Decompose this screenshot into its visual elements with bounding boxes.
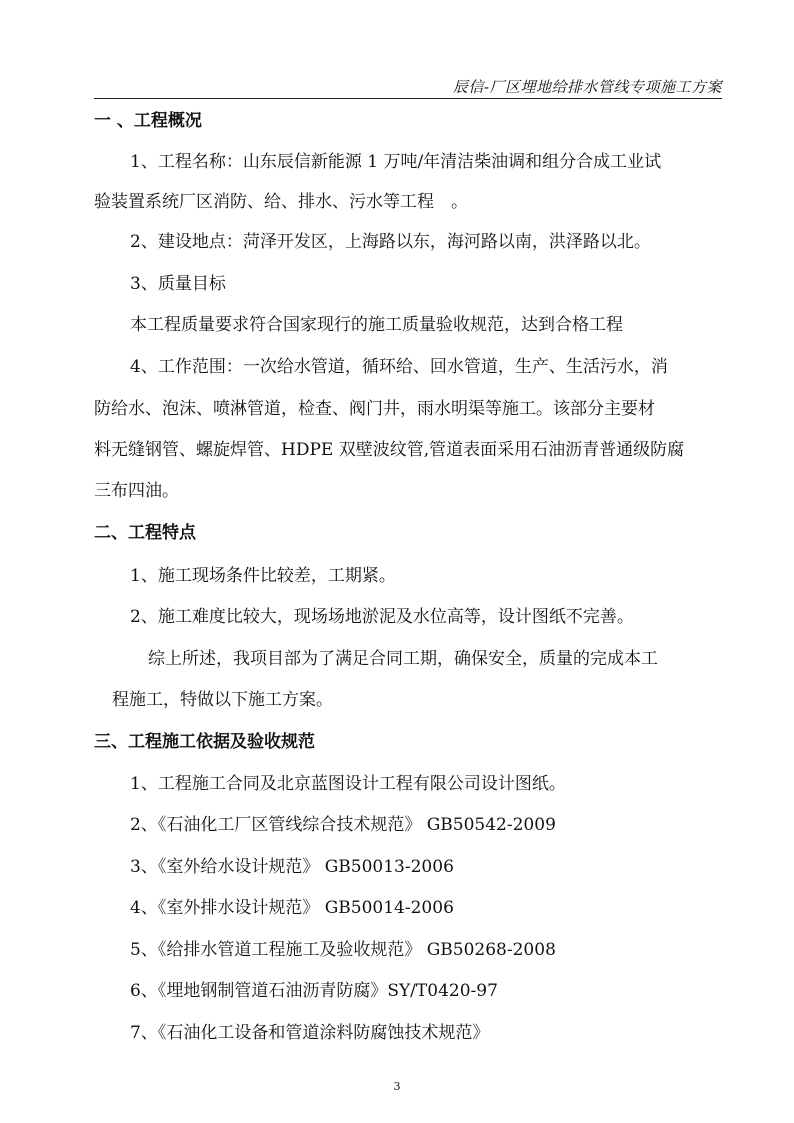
- header-rule: [94, 98, 722, 99]
- paragraph-line: 1、施工现场条件比较差，工期紧。: [130, 566, 396, 586]
- paragraph-line: 料无缝钢管、螺旋焊管、HDPE 双壁波纹管,管道表面采用石油沥青普通级防腐: [94, 440, 685, 460]
- running-header: 辰信-厂区埋地给排水管线专项施工方案: [452, 78, 722, 96]
- paragraph-line: 综上所述，我项目部为了满足合同工期，确保安全，质量的完成本工: [148, 649, 658, 669]
- paragraph-line: 3、《室外给水设计规范》 GB50013-2006: [130, 857, 454, 877]
- paragraph-line: 本工程质量要求符合国家现行的施工质量验收规范，达到合格工程: [130, 315, 623, 335]
- paragraph-line: 3、质量目标: [130, 274, 226, 294]
- paragraph-line: 三布四油。: [94, 481, 179, 501]
- section-heading: 一 、工程概况: [94, 111, 202, 131]
- paragraph-line: 1、工程名称：山东辰信新能源 1 万吨/年清洁柴油调和组分合成工业试: [130, 152, 662, 172]
- section-heading: 三、工程施工依据及验收规范: [94, 732, 315, 752]
- paragraph-line: 7、《石油化工设备和管道涂料防腐蚀技术规范》: [130, 1023, 490, 1043]
- paragraph-line: 4、《室外排水设计规范》 GB50014-2006: [130, 898, 454, 918]
- paragraph-line: 验装置系统厂区消防、给、排水、污水等工程 。: [94, 192, 468, 212]
- paragraph-line: 程施工，特做以下施工方案。: [112, 690, 333, 710]
- paragraph-line: 6、《埋地钢制管道石油沥青防腐》SY/T0420-97: [130, 981, 498, 1001]
- paragraph-line: 1、工程施工合同及北京蓝图设计工程有限公司设计图纸。: [130, 774, 566, 794]
- paragraph-line: 防给水、泡沫、喷淋管道，检查、阀门井，雨水明渠等施工。该部分主要材: [94, 399, 655, 419]
- section-heading: 二、工程特点: [94, 523, 196, 543]
- paragraph-line: 2、施工难度比较大，现场场地淤泥及水位高等，设计图纸不完善。: [130, 607, 634, 627]
- page-number: 3: [393, 1080, 401, 1093]
- paragraph-line: 5、《给排水管道工程施工及验收规范》 GB50268-2008: [130, 940, 556, 960]
- paragraph-line: 2、《石油化工厂区管线综合技术规范》 GB50542-2009: [130, 815, 556, 835]
- paragraph-line: 4、工作范围：一次给水管道，循环给、回水管道，生产、生活污水，消: [130, 357, 668, 377]
- paragraph-line: 2、建设地点：菏泽开发区，上海路以东，海河路以南，洪泽路以北。: [130, 232, 651, 252]
